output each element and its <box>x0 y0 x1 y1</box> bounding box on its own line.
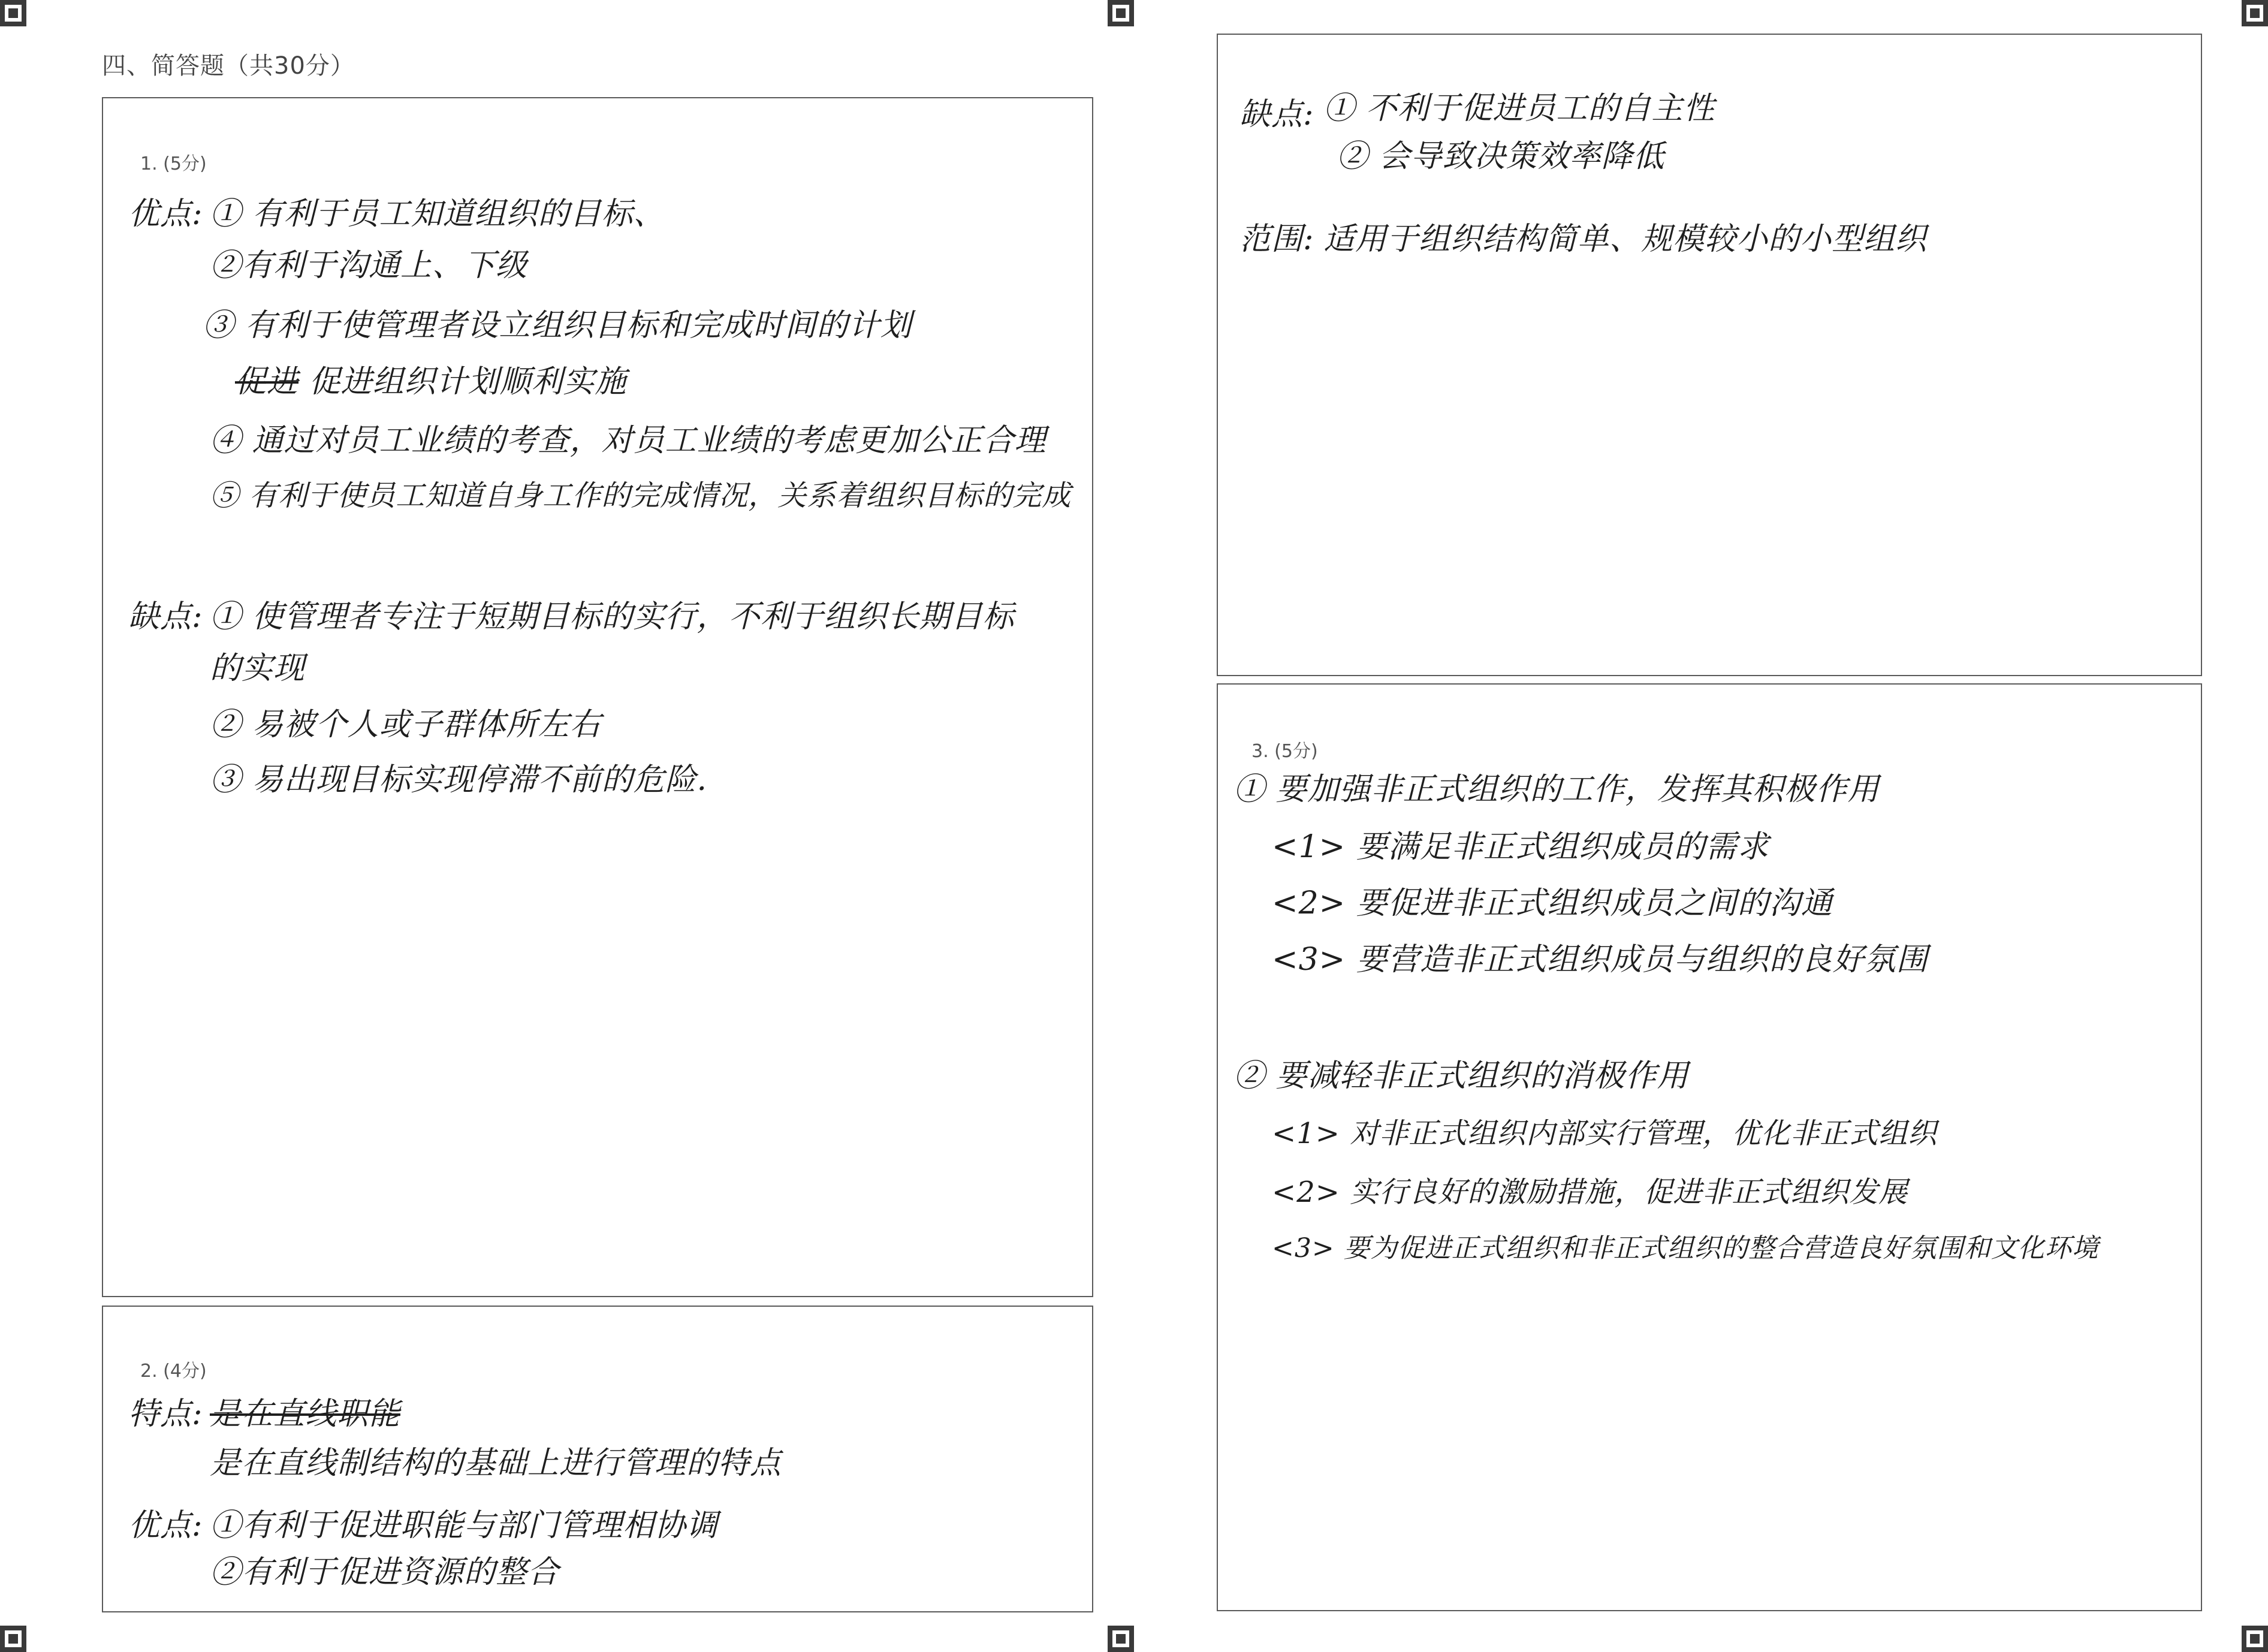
q1-pros-item-1: ① 有利于员工知道组织的目标、 <box>210 196 665 232</box>
q2-scope-heading: 范围: <box>1239 221 1314 257</box>
answer-box-q1 <box>102 97 1093 1297</box>
q2-cons-item-1: ① 不利于促进员工的自主性 <box>1323 91 1715 126</box>
q3-point-2: ② 要减轻非正式组织的消极作用 <box>1233 1058 1689 1094</box>
q2-cons-item-2: ② 会导致决策效率降低 <box>1337 138 1665 174</box>
q3-point-1-item-1: <1> 要满足非正式组织成员的需求 <box>1272 829 1769 865</box>
q1-pros-item-3-cont <box>235 356 627 401</box>
q3-point-1: ① 要加强非正式组织的工作，发挥其积极作用 <box>1233 771 1880 807</box>
q3-point-1-item-2: <2> 要促进非正式组织成员之间的沟通 <box>1272 885 1833 921</box>
q3-point-2-item-2: <2> 实行良好的激励措施，促进非正式组织发展 <box>1272 1175 1908 1209</box>
q2-pros-item-2: ②有利于促进资源的整合 <box>210 1554 560 1590</box>
q1-cons-item-2: ② 易被个人或子群体所左右 <box>210 707 602 743</box>
section-title: 四、简答题（共30分） <box>102 52 355 80</box>
answer-box-q2-continued <box>1217 34 2202 676</box>
q1-pros-item-3: ③ 有利于使管理者设立组织目标和完成时间的计划 <box>203 308 912 343</box>
q2-features-struck: 是在直线职能 <box>210 1396 401 1432</box>
q1-cons-heading: 缺点: <box>128 599 203 635</box>
registration-marker-top-left <box>0 0 26 26</box>
registration-marker-bottom-right <box>2242 1626 2268 1652</box>
q1-pros-item-4: ④ 通过对员工业绩的考查，对员工业绩的考虑更加公正合理 <box>210 423 1046 459</box>
question-label-q3: 3. (5分) <box>1251 741 1318 762</box>
registration-marker-top-center <box>1108 0 1134 26</box>
registration-marker-bottom-center <box>1108 1626 1134 1652</box>
answer-box-q2 <box>102 1306 1093 1612</box>
q2-cons-heading: 缺点: <box>1239 97 1314 132</box>
q2-pros-heading: 优点: <box>128 1508 203 1544</box>
q2-pros-item-1: ①有利于促进职能与部门管理相协调 <box>210 1508 719 1544</box>
q1-pros-item-3-cont-text: 促进组织计划顺利实施 <box>309 364 627 400</box>
registration-marker-bottom-left <box>0 1626 26 1652</box>
q3-point-1-item-3: <3> 要营造非正式组织成员与组织的良好氛围 <box>1272 942 1928 978</box>
answer-box-q3 <box>1217 683 2202 1611</box>
registration-marker-top-right <box>2242 0 2268 26</box>
q1-pros-item-5: ⑤ 有利于使员工知道自身工作的完成情况，关系着组织目标的完成 <box>210 479 1072 513</box>
q1-pros-heading: 优点: <box>128 196 203 232</box>
q3-point-2-item-3: <3> 要为促进正式组织和非正式组织的整合营造良好氛围和文化环境 <box>1272 1233 2099 1264</box>
q2-scope-text: 适用于组织结构简单、规模较小的小型组织 <box>1323 221 1928 257</box>
q1-cons-item-1: ① 使管理者专注于短期目标的实行，不利于组织长期目标的实现 <box>210 599 1015 686</box>
q2-features-text: 是在直线制结构的基础上进行管理的特点 <box>210 1445 782 1481</box>
question-label-q1: 1. (5分) <box>140 153 207 174</box>
q1-pros-struck-word: 促进 <box>235 364 299 400</box>
right-page <box>1134 0 2268 1652</box>
question-label-q2: 2. (4分) <box>140 1361 207 1382</box>
q1-cons-item-3: ③ 易出现目标实现停滞不前的危险. <box>210 762 708 798</box>
q3-point-2-item-1: <1> 对非正式组织内部实行管理，优化非正式组织 <box>1272 1117 1938 1150</box>
q1-pros-item-2: ②有利于沟通上、下级 <box>210 248 528 284</box>
q2-features-heading: 特点: <box>128 1396 203 1432</box>
